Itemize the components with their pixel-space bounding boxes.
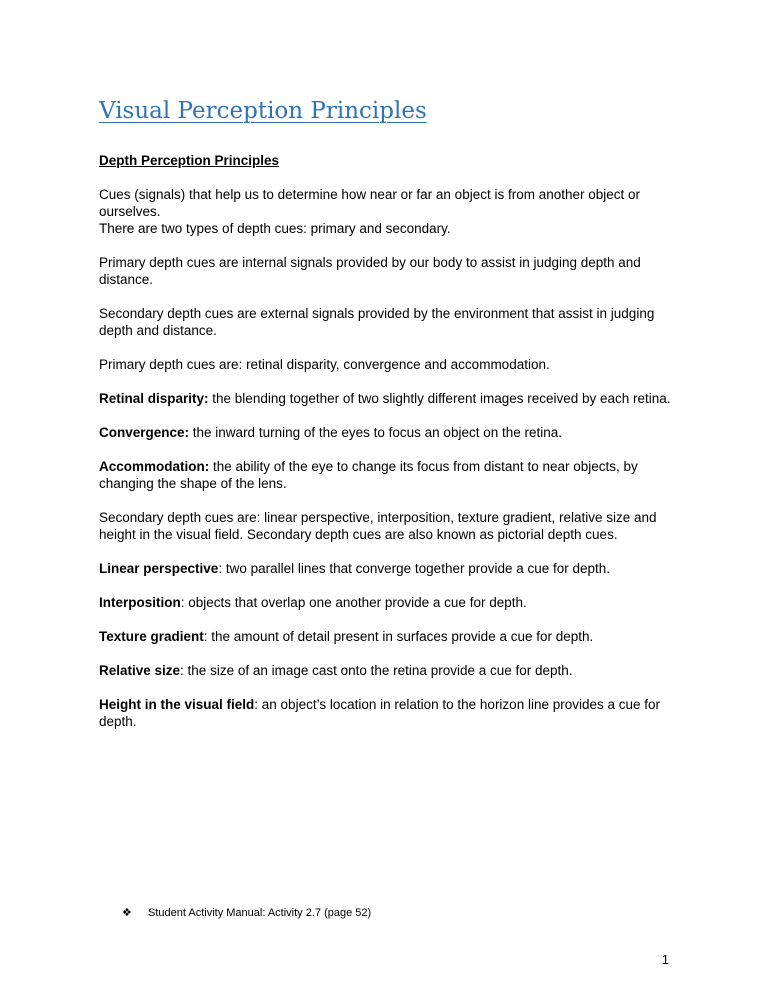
term-accommodation [99,458,679,492]
term-label: Interposition [99,595,181,610]
term-text: : objects that overlap one another provide a cue for depth. [180,595,527,610]
term-text: : the amount of detail present in surfaces provide a cue for depth. [203,629,594,644]
term-label: Texture gradient [99,629,204,644]
term-linear-perspective [99,560,679,577]
term-text: the blending together of two slightly different images received by each retina. [208,391,671,406]
activity-bullet [122,906,371,920]
intro-line-2: There are two types of depth cues: primary and secondary. [99,221,451,236]
term-interposition [99,594,679,611]
secondary-definition: Secondary depth cues are external signals provided by the environment that assist in judging depth and distance. [99,306,655,338]
activity-reference: Student Activity Manual: Activity 2.7 (page 52) [148,907,372,919]
section-subheading: Depth Perception Principles [99,153,280,168]
page-number: 1 [661,952,669,967]
term-convergence [99,424,679,441]
term-text: : the size of an image cast onto the retina provide a cue for depth. [180,663,573,678]
primary-definition: Primary depth cues are internal signals provided by our body to assist in judging depth and distance. [99,255,641,287]
term-relative-size [99,662,679,679]
term-text: the ability of the eye to change its focus from distant to near objects, by changing the shape of the lens. [99,459,638,491]
term-label: Accommodation: [99,459,210,474]
diamond-bullet-icon: ❖ [122,907,132,919]
term-texture-gradient [99,628,679,645]
term-text: : two parallel lines that converge together provide a cue for depth. [218,561,611,576]
primary-list: Primary depth cues are: retinal disparity, convergence and accommodation. [99,357,550,372]
term-retinal-disparity [99,390,679,407]
term-label: Convergence: [99,425,190,440]
term-height-visual-field [99,696,679,730]
page-title: Visual Perception Principles [99,98,427,124]
term-text: the inward turning of the eyes to focus an object on the retina. [189,425,563,440]
term-text: : an object’s location in relation to the horizon line provides a cue for depth. [99,697,661,729]
term-label: Retinal disparity: [99,391,209,406]
term-label: Relative size [99,663,181,678]
intro-line-1: Cues (signals) that help us to determine how near or far an object is from another object or ourselves. [99,187,641,219]
term-label: Height in the visual field [99,697,255,712]
document-body [99,152,679,747]
term-label: Linear perspective [99,561,219,576]
intro-paragraph [99,186,679,237]
secondary-list: Secondary depth cues are: linear perspective, interposition, texture gradient, relative size and height in the visual field. Secondary depth cues are also known as pictorial depth cues. [99,510,657,542]
